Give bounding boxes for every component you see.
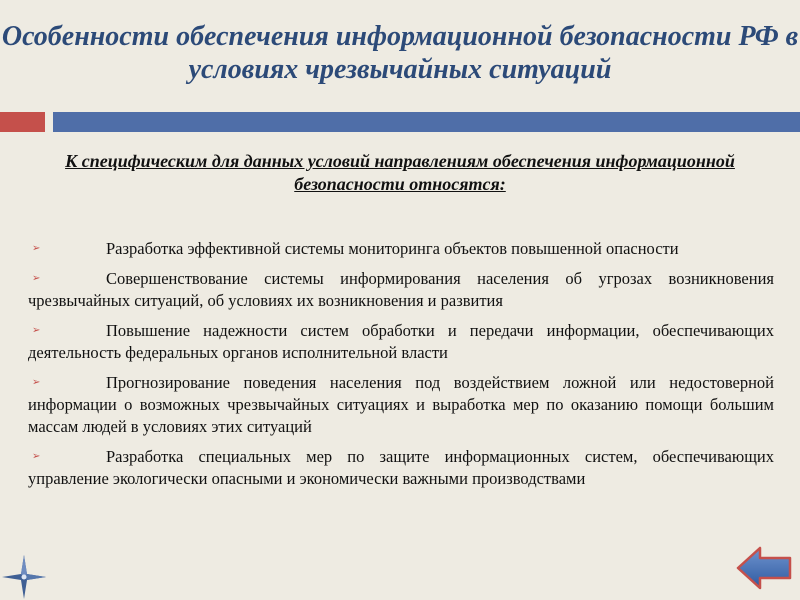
slide-title: Особенности обеспечения информационной безопасности РФ в условиях чрезвычайных ситуаций	[1, 21, 799, 85]
subheading: К специфическим для данных условий направлениям обеспечения информационной безопасности относятся:	[65, 151, 735, 194]
list-item	[28, 372, 774, 438]
list-item-text: Повышение надежности систем обработки и передачи информации, обеспечивающих деятельность федеральных органов исполнительной власти	[28, 321, 774, 362]
accent-bar-blue	[53, 112, 800, 132]
accent-bar-red	[0, 112, 45, 132]
arrow-bullet-icon: ➢	[32, 325, 41, 336]
list-item-text: Разработка специальных мер по защите информационных систем, обеспечивающих управление экологически опасными и экономически важными производствами	[28, 447, 774, 488]
arrow-bullet-icon: ➢	[32, 377, 41, 388]
list-item-text: Разработка эффективной системы мониторинга объектов повышенной опасности	[106, 239, 679, 258]
list-item	[28, 320, 774, 364]
compass-star-icon	[2, 555, 46, 599]
list-item-text: Прогнозирование поведения населения под воздействием ложной или недостоверной информации о возможных чрезвычайных ситуациях и выработка мер по оказанию помощи большим массам людей в условиях этих ситуаций	[28, 373, 774, 436]
bullet-list	[28, 238, 774, 498]
list-item	[28, 268, 774, 312]
title-area	[0, 20, 800, 86]
list-item	[28, 446, 774, 490]
list-item	[28, 238, 774, 260]
back-arrow-icon[interactable]	[736, 545, 792, 591]
arrow-bullet-icon: ➢	[32, 451, 41, 462]
arrow-bullet-icon: ➢	[32, 243, 41, 254]
list-item-text: Совершенствование системы информирования населения об угрозах возникновения чрезвычайных ситуаций, об условиях их возникновения и развития	[28, 269, 774, 310]
arrow-bullet-icon: ➢	[32, 273, 41, 284]
